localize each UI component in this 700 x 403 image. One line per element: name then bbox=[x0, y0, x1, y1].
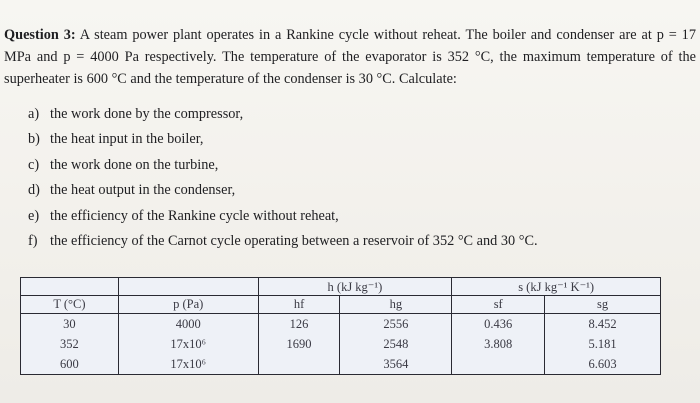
table-cell: 126 bbox=[289, 317, 309, 331]
part-label: c) bbox=[28, 156, 40, 173]
column-header-hf: hf bbox=[258, 296, 340, 314]
question-paragraph bbox=[4, 24, 696, 90]
part-text: the efficiency of the Carnot cycle operating between a reservoir of 352 °C and 30 °C. bbox=[50, 232, 538, 249]
table-cell: 3.808 bbox=[484, 337, 513, 351]
table-cell: 5.181 bbox=[588, 337, 617, 351]
table-cell: 6.603 bbox=[588, 357, 617, 371]
part-text: the heat output in the condenser, bbox=[50, 182, 236, 199]
table-row bbox=[21, 314, 661, 375]
question-parts-list bbox=[28, 102, 538, 254]
list-item bbox=[28, 204, 538, 229]
part-label: e) bbox=[28, 207, 40, 224]
part-text: the heat input in the boiler, bbox=[50, 131, 204, 148]
sf-column bbox=[452, 314, 545, 375]
t-column bbox=[21, 314, 119, 375]
table-cell: 600 bbox=[60, 357, 79, 371]
p-column bbox=[118, 314, 258, 375]
table-cell: 17x10⁶ bbox=[170, 357, 207, 371]
table-cell: 2556 bbox=[383, 317, 409, 331]
hf-column bbox=[258, 314, 340, 375]
hg-column bbox=[340, 314, 452, 375]
part-text: the efficiency of the Rankine cycle without reheat, bbox=[50, 207, 339, 224]
table-cell bbox=[21, 278, 119, 296]
question-label: Question 3: bbox=[4, 27, 76, 43]
table-cell: 8.452 bbox=[588, 317, 617, 331]
part-label: a) bbox=[28, 106, 40, 122]
table-cell: 30 bbox=[63, 317, 76, 331]
table-cell: 4000 bbox=[175, 317, 201, 331]
part-label: d) bbox=[28, 182, 40, 199]
list-item bbox=[28, 229, 538, 254]
table-cell: 3564 bbox=[383, 357, 409, 371]
table-row bbox=[21, 296, 661, 314]
table-cell: 1690 bbox=[286, 337, 312, 351]
steam-properties-table bbox=[20, 277, 661, 375]
table-cell bbox=[452, 354, 544, 374]
h-group-header: h (kJ kg⁻¹) bbox=[258, 278, 452, 296]
part-text: the work done on the turbine, bbox=[50, 156, 219, 173]
column-header-hg: hg bbox=[340, 296, 452, 314]
column-header-t: T (°C) bbox=[21, 296, 119, 314]
table-cell bbox=[259, 354, 340, 374]
table-cell: 2548 bbox=[383, 337, 409, 351]
s-group-header: s (kJ kg⁻¹ K⁻¹) bbox=[452, 278, 661, 296]
table-cell: 17x10⁶ bbox=[170, 337, 207, 351]
table-cell: 352 bbox=[60, 337, 79, 351]
list-item bbox=[28, 153, 538, 178]
column-header-p: p (Pa) bbox=[118, 296, 258, 314]
part-label: f) bbox=[28, 232, 38, 249]
list-item bbox=[28, 102, 538, 127]
column-header-sg: sg bbox=[545, 296, 661, 314]
table-cell: 0.436 bbox=[484, 317, 513, 331]
sg-column bbox=[545, 314, 661, 375]
list-item bbox=[28, 127, 538, 152]
part-label: b) bbox=[28, 131, 40, 148]
table-row bbox=[21, 278, 661, 296]
table-cell bbox=[118, 278, 258, 296]
list-item bbox=[28, 178, 538, 203]
column-header-sf: sf bbox=[452, 296, 545, 314]
question-body: A steam power plant operates in a Rankine cycle without reheat. The boiler and condenser are at p = 17 MPa and p = 4000 Pa respectively. The temperature of the evaporator is 352 °C, the maximum temperature of the superheater is 600 °C and the temperature of the condenser is 30 °C. Calculate: bbox=[4, 27, 696, 87]
part-text: the work done by the compressor, bbox=[50, 106, 244, 122]
